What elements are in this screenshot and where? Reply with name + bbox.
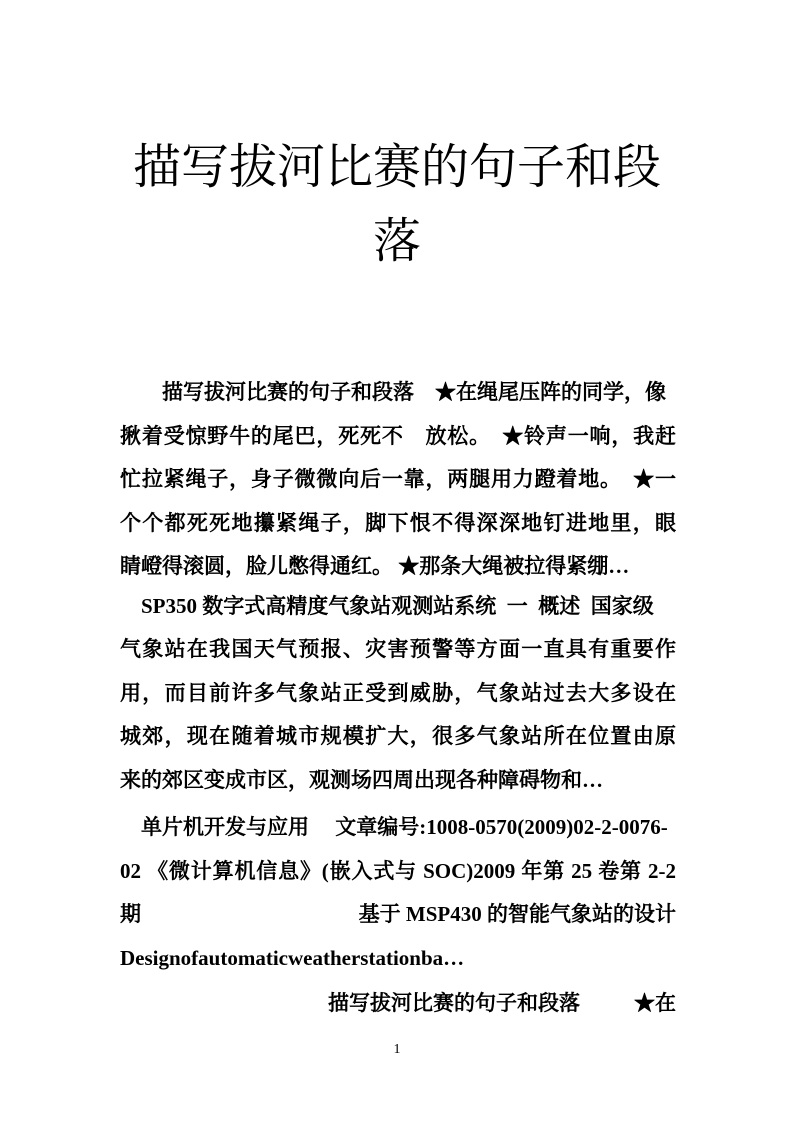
page-number: 1: [393, 1042, 401, 1057]
text-line: 气象站在我国天气预报、灾害预警等方面一直具有重要作: [120, 637, 676, 661]
text-line: 来的郊区变成市区，观测场四周出现各种障碍物和…: [120, 767, 603, 792]
title-line-1: 描写拔河比赛的句子和段: [132, 141, 661, 194]
text-line: 02 《微计算机信息》(嵌入式与 SOC)2009 年第 25 卷第 2-2: [120, 858, 676, 883]
paragraph-weather-station: [120, 585, 676, 803]
text-line: 揪着受惊野牛的尾巴，死死不 放松。 ★铃声一响，我赶: [120, 423, 676, 448]
text-line: 城郊，现在随着城市规模扩大，很多气象站所在位置由原: [120, 724, 676, 748]
text-fragment-left: 期: [120, 902, 141, 926]
text-line-split: [120, 893, 676, 937]
text-line: 睛嶝得滚圆，脸儿憋得通红。 ★那条大绳被拉得紧绷…: [120, 554, 630, 578]
title-line-2: 落: [372, 215, 421, 268]
paragraph-repeat-heading: [120, 982, 676, 1026]
text-line-split: [120, 982, 676, 1026]
text-fragment-right: ★在: [634, 991, 676, 1015]
text-line: Designofautomaticweatherstationba…: [120, 945, 465, 970]
text-fragment-left: 描写拔河比赛的句子和段落: [328, 991, 580, 1015]
document-title: [110, 138, 684, 272]
text-line: 用，而目前许多气象站正受到威胁，气象站过去大多设在: [120, 680, 676, 705]
text-line: 个个都死死地攥紧绳子，脚下恨不得深深地钉进地里，眼: [120, 510, 676, 535]
paragraph-tug-of-war: [120, 371, 676, 589]
paragraph-msp430-article: [120, 806, 676, 980]
text-line: SP350 数字式高精度气象站观测站系统 一 概述 国家级: [141, 593, 654, 618]
text-fragment-right: 基于 MSP430 的智能气象站的设计: [358, 902, 676, 926]
text-line: 单片机开发与应用 文章编号:1008-0570(2009)02-2-0076-: [141, 815, 668, 839]
document-body: [120, 371, 676, 1026]
text-line: 描写拔河比赛的句子和段落 ★在绳尾压阵的同学，像: [162, 380, 666, 404]
text-line: 忙拉紧绳子，身子微微向后一靠，两腿用力蹬着地。 ★一: [120, 467, 676, 491]
